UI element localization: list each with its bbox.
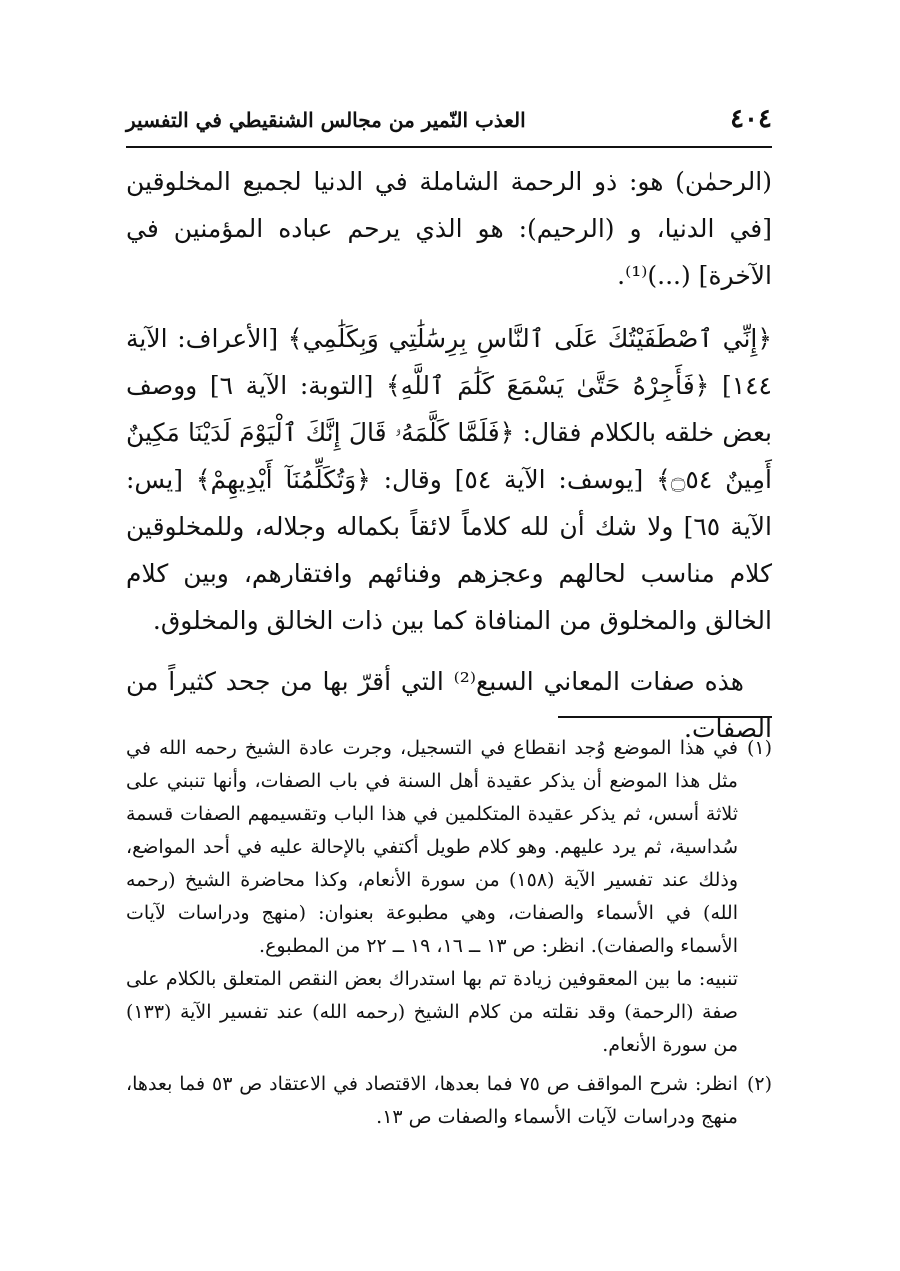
header-rule <box>126 146 772 148</box>
running-title: العذب النّمير من مجالس الشنقيطي في التفسير <box>126 108 526 132</box>
footnote-paragraph: في هذا الموضع وُجد انقطاع في التسجيل، وجرت عادة الشيخ رحمه الله في مثل هذا الموضع أن يذكر عقيدة أهل السنة في باب الصفات، وأنها تنبني على ثلاثة أسس، ثم يذكر عقيدة المتكلمين في هذا الباب وتقسيمهم الصفات قسمة سُداسية، ثم يرد عليهم. وهو كلام طويل أكتفي بالإحالة عليه في أحد المواضع، وذلك عند تفسير الآية (١٥٨) من سورة الأنعام، وكذا محاضرة الشيخ (رحمه الله) في الأسماء والصفات، وهي مطبوعة بعنوان: (منهج ودراسات لآيات الأسماء والصفات). انظر: ص ١٣ ــ ١٦، ١٩ ــ ٢٢ من المطبوع. <box>126 737 738 957</box>
footnote-separator <box>558 716 772 718</box>
footnote-paragraph: تنبيه: ما بين المعقوفين زيادة تم بها استدراك بعض النقص المتعلق بالكلام على صفة (الرحمة) وقد نقلته من كلام الشيخ (رحمه الله) عند تفسير الآية (١٣٣) من سورة الأنعام. <box>126 968 738 1056</box>
footnote-mark: (٢) <box>746 1073 772 1095</box>
footnote-body <box>126 1068 738 1134</box>
footnote-2 <box>126 1068 772 1134</box>
paragraph-seven-attributes: هذه صفات المعاني السبع⁽²⁾ التي أقرّ بها من جحد كثيراً من الصفات. <box>126 667 772 743</box>
footnote-mark: (١) <box>746 737 772 759</box>
footnote-body <box>126 732 738 1062</box>
main-text <box>126 158 772 752</box>
paragraph-rahman-definition: (الرحمٰن) هو: ذو الرحمة الشاملة في الدنيا لجميع المخلوقين [في الدنيا، و (الرحيم): هو الذي يرحم عباده المؤمنين في الآخرة] (...)⁽¹⁾. <box>126 167 772 290</box>
footnotes <box>126 732 772 1140</box>
page-header <box>126 100 772 144</box>
paragraph-speech-attribute: ﴿إِنِّي ٱصْطَفَيْتُكَ عَلَى ٱلنَّاسِ بِرِسَٰلَٰتِي وَبِكَلَٰمِي﴾ [الأعراف: الآية ١٤٤] ﴿فَأَجِرْهُ حَتَّىٰ يَسْمَعَ كَلَٰمَ ٱللَّهِ﴾ [التوبة: الآية ٦] ووصف بعض خلقه بالكلام فقال: ﴿فَلَمَّا كَلَّمَهُۥ قَالَ إِنَّكَ ٱلْيَوْمَ لَدَيْنَا مَكِينٌ أَمِينٌ ۝٥٤﴾ [يوسف: الآية ٥٤] وقال: ﴿وَتُكَلِّمُنَآ أَيْدِيهِمْ﴾ [يس: الآية ٦٥] ولا شك أن لله كلاماً لائقاً بكماله وجلاله، وللمخلوقين كلام مناسب لحالهم وعجزهم وفنائهم وافتقارهم، وبين كلام الخالق والمخلوق من المنافاة كما بين ذات الخالق والمخلوق. <box>126 324 772 635</box>
page-number: ٤٠٤ <box>730 104 772 134</box>
footnote-paragraph: انظر: شرح المواقف ص ٧٥ فما بعدها، الاقتصاد في الاعتقاد ص ٥٣ فما بعدها، منهج ودراسات لآيات الأسماء والصفات ص ١٣. <box>126 1073 738 1128</box>
footnote-1 <box>126 732 772 1062</box>
